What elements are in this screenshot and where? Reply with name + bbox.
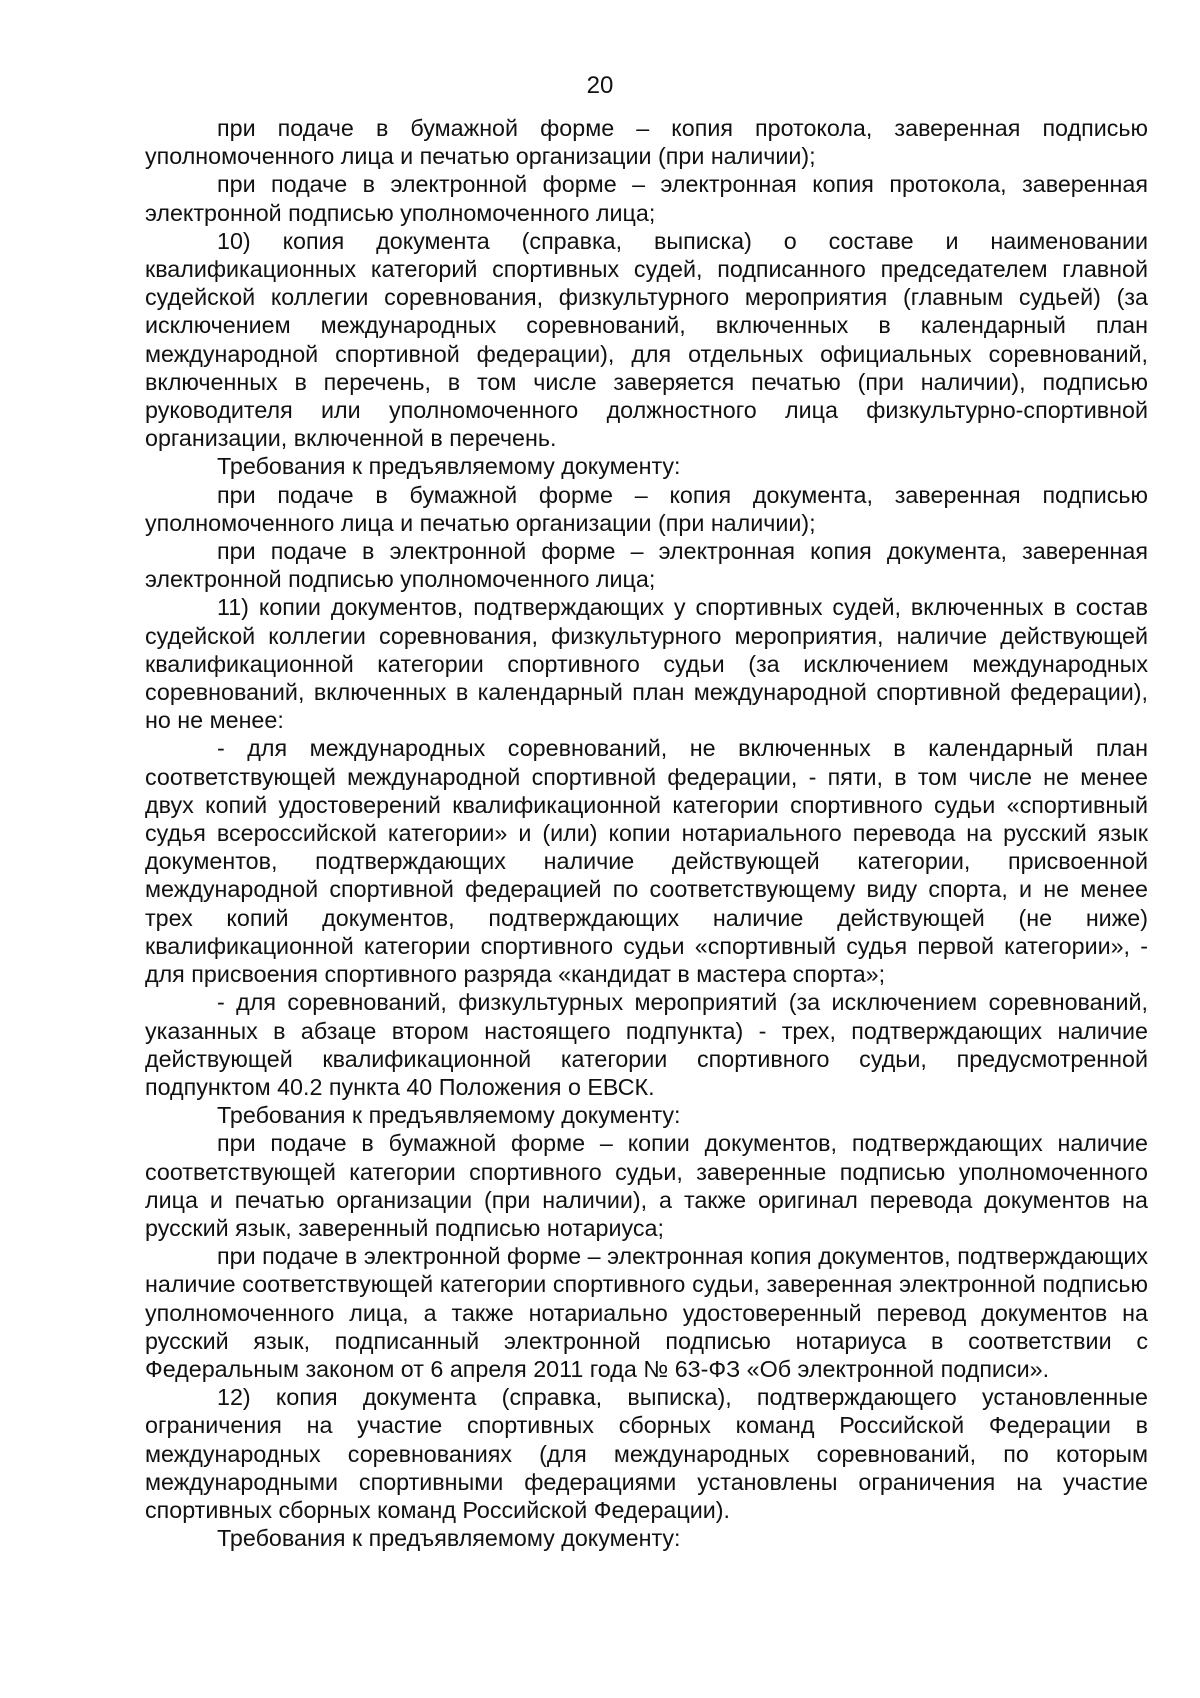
paragraph: 12) копия документа (справка, выписка), подтверждающего установленные ограничения на участие спортивных сборных команд Российской Федерации в международных соревнованиях (для международных соревнований, по которым международными спортивными федерациями установлены ограничения на участие спортивных сборных команд Российской Федерации). [145,1384,1148,1523]
paragraph: Требования к предъявляемому документу: [217,1525,681,1552]
paragraph: при подаче в электронной форме – электронная копия документа, заверенная электронной подписью уполномоченного лица; [145,538,1148,593]
paragraph: при подаче в бумажной форме – копии документов, подтверждающих наличие соответствующей категории спортивного судьи, заверенные подписью уполномоченного лица и печатью организации (при наличии), а также оригинал перевода документов на русский язык, заверенный подписью нотариуса; [145,1130,1148,1241]
paragraph: 10) копия документа (справка, выписка) о составе и наименовании квалификационных категорий спортивных судей, подписанного председателем главной судейской коллегии соревнования, физкультурного мероприятия (главным судьей) (за исключением международных соревнований, включенных в календарный план международной спортивной федерации), для отдельных официальных соревнований, включенных в перечень, в том числе заверяется печатью (при наличии), подписью руководителя или уполномоченного должностного лица физкультурно-спортивной организации, включенной в перечень. [145,227,1148,452]
paragraph: при подаче в электронной форме – электронная копия документов, подтверждающих наличие соответствующей категории спортивного судьи, заверенная электронной подписью уполномоченного лица, а также нотариально удостоверенный перевод документов на русский язык, подписанный электронной подписью нотариуса в соответствии с Федеральным законом от 6 апреля 2011 года № 63-ФЗ «Об электронной подписи». [145,1243,1148,1382]
paragraph: - для международных соревнований, не включенных в календарный план соответствующей международной спортивной федерации, - пяти, в том числе не менее двух копий удостоверений квалификационной категории спортивного судьи «спортивный судья всероссийской категории» и (или) копии нотариального перевода на русский язык документов, подтверждающих наличие действующей категории, присвоенной международной спортивной федерацией по соответствующему виду спорта, и не менее трех копий документов, подтверждающих наличие действующей (не ниже) квалификационной категории спортивного судьи «спортивный судья первой категории», - для присвоения спортивного разряда «кандидат в мастера спорта»; [145,735,1148,988]
page-number: 20 [586,72,614,99]
paragraph: Требования к предъявляемому документу: [217,1102,681,1129]
document-body [145,114,1148,1552]
paragraph: Требования к предъявляемому документу: [217,453,681,480]
paragraph: при подаче в бумажной форме – копия протокола, заверенная подписью уполномоченного лица и печатью организации (при наличии); [145,115,1148,170]
paragraph: при подаче в электронной форме – электронная копия протокола, заверенная электронной подписью уполномоченного лица; [145,171,1148,226]
paragraph: 11) копии документов, подтверждающих у спортивных судей, включенных в состав судейской коллегии соревнования, физкультурного мероприятия, наличие действующей квалификационной категории спортивного судьи (за исключением международных соревнований, включенных в календарный план международной спортивной федерации), но не менее: [145,594,1148,734]
paragraph: при подаче в бумажной форме – копия документа, заверенная подписью уполномоченного лица и печатью организации (при наличии); [145,481,1148,536]
paragraph: - для соревнований, физкультурных мероприятий (за исключением соревнований, указанных в абзаце втором настоящего подпункта) - трех, подтверждающих наличие действующей квалификационной категории спортивного судьи, предусмотренной подпунктом 40.2 пункта 40 Положения о ЕВСК. [145,989,1148,1100]
